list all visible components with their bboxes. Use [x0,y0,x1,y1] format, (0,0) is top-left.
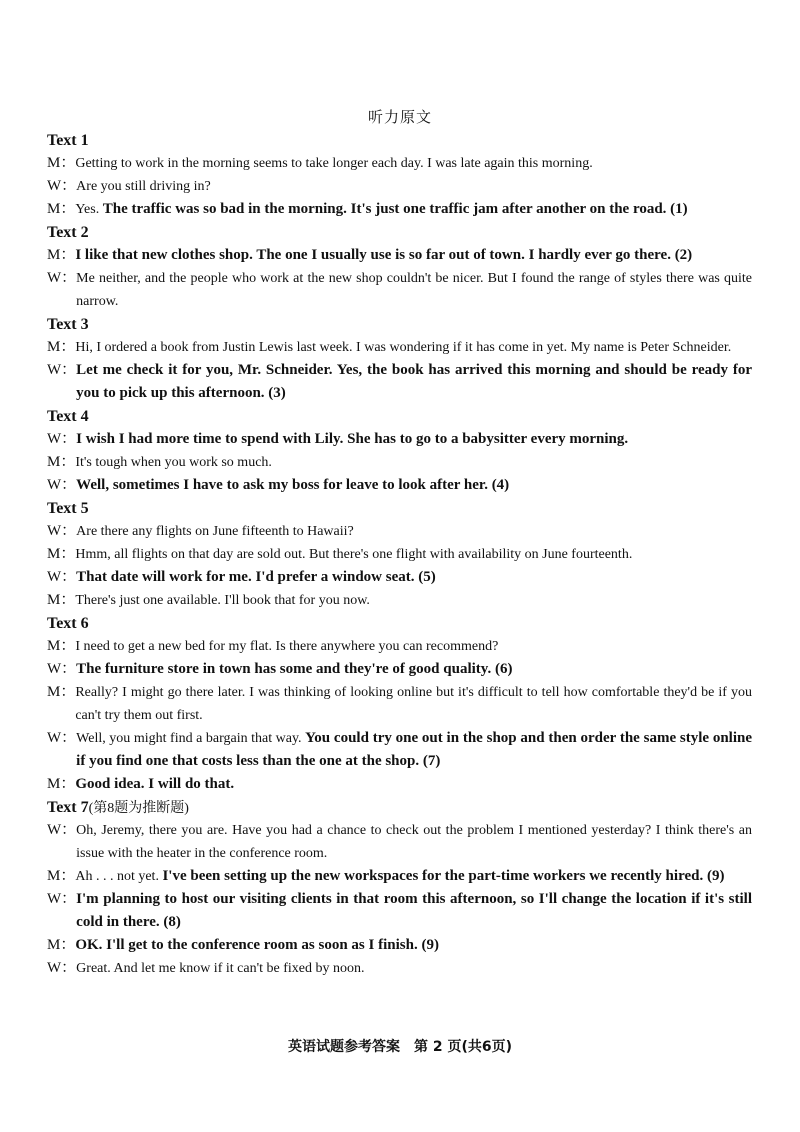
section-heading [47,221,752,244]
dialogue-text-answer: Good idea. I will do that. [75,776,235,792]
dialogue-text-answer: OK. I'll get to the conference room as soon as I finish. (9) [75,937,439,953]
dialogue-text [76,428,752,451]
dialogue-text-normal: Hmm, all flights on that day are sold out. But there's one flight with availability on June fourteenth. [75,547,633,562]
dialogue-line [47,451,752,474]
dialogue-text [75,934,752,957]
dialogue-line [47,589,752,612]
speaker-label: M： [47,454,76,470]
dialogue-line [47,474,752,497]
section-heading-text: Text 6 [47,615,89,632]
dialogue-line [47,152,752,175]
dialogue-line [47,773,752,796]
dialogue-text-normal: Oh, Jeremy, there you are. Have you had a chance to check out the problem I mentioned yesterday? I think there's an issue with the heater in the conference room. [76,823,752,861]
speaker-label: M： [47,684,76,700]
dialogue-line [47,681,752,727]
dialogue-line [47,888,752,934]
section-heading [47,129,752,152]
dialogue-text [76,175,752,198]
section-heading-text: Text 4 [47,408,89,425]
speaker-label: M： [47,937,76,953]
dialogue-text [76,474,752,497]
page-title: 听力原文 [367,108,432,126]
dialogue-line [47,175,752,198]
section-note: (第8题为推断题) [88,801,189,816]
dialogue-text-answer: I'm planning to host our visiting clients in that room this afternoon, so I'll change the location if it's still cold in there. (8) [76,891,752,930]
dialogue-text-answer: You could try one out in the shop and then order the same style online if you find one that costs less than the one at the shop. (7) [76,730,753,769]
dialogue-text [76,888,752,934]
dialogue-text-answer: Let me check it for you, Mr. Schneider. Yes, the book has arrived this morning and should be ready for you to pick up this afternoon. (3) [76,362,752,401]
dialogue-line [47,957,752,980]
dialogue-text [76,267,752,313]
dialogue-line [47,359,752,405]
dialogue-text-answer: Well, sometimes I have to ask my boss for leave to look after her. (4) [76,477,510,493]
speaker-label: M： [47,546,76,562]
section-heading [47,497,752,520]
dialogue-line [47,934,752,957]
dialogue-line [47,428,752,451]
speaker-label: W： [47,569,77,585]
dialogue-text [75,635,752,658]
dialogue-line [47,819,752,865]
section-heading-text: Text 7 [47,799,89,816]
dialogue-text-normal: Hi, I ordered a book from Justin Lewis last week. I was wondering if it has come in yet. My name is Peter Schneider. [75,340,732,355]
section-heading-text: Text 3 [47,316,89,333]
dialogue-text [75,244,752,267]
dialogue-text [75,198,752,221]
dialogue-text [75,773,752,796]
dialogue-line [47,865,752,888]
speaker-label: M： [47,592,76,608]
dialogue-text [76,359,752,405]
dialogue-text-answer: The traffic was so bad in the morning. It's just one traffic jam after another on the road. (1) [102,201,688,217]
dialogue-text-normal: Are there any flights on June fifteenth to Hawaii? [76,524,354,539]
dialogue-line [47,520,752,543]
speaker-label: M： [47,201,76,217]
section-heading [47,405,752,428]
dialogue-text [75,865,752,888]
speaker-label: W： [47,822,77,838]
dialogue-line [47,543,752,566]
dialogue-text-normal: It's tough when you work so much. [75,455,272,470]
speaker-label: M： [47,247,76,263]
speaker-label: M： [47,868,76,884]
section-heading-text: Text 1 [47,132,89,149]
speaker-label: W： [47,960,77,976]
dialogue-text [76,727,752,773]
speaker-label: M： [47,339,76,355]
dialogue-text-answer: The furniture store in town has some and they're of good quality. (6) [76,661,513,677]
speaker-label: M： [47,776,76,792]
dialogue-line [47,267,752,313]
dialogue-line [47,566,752,589]
dialogue-text [75,543,752,566]
dialogue-text-normal: I need to get a new bed for my flat. Is there anywhere you can recommend? [75,639,499,654]
dialogue-line [47,244,752,267]
dialogue-line [47,635,752,658]
speaker-label: W： [47,270,77,286]
dialogue-line [47,336,752,359]
speaker-label: W： [47,477,77,493]
speaker-label: M： [47,638,76,654]
speaker-label: W： [47,661,77,677]
dialogue-text [75,336,752,359]
dialogue-line [47,198,752,221]
dialogue-text-normal: Are you still driving in? [76,179,211,194]
dialogue-text [76,658,752,681]
speaker-label: W： [47,362,77,378]
dialogue-text-normal: Really? I might go there later. I was thinking of looking online but it's difficult to tell how comfortable they'd be if you can't try them out first. [75,685,752,723]
dialogue-text-answer: I've been setting up the new workspaces for the part-time workers we recently hired. (9) [162,868,725,884]
dialogue-text [75,681,752,727]
speaker-label: W： [47,730,77,746]
section-heading [47,612,752,635]
dialogue-text [76,819,752,865]
dialogue-text [76,520,752,543]
dialogue-text-normal: Well, you might find a bargain that way. [76,731,306,746]
section-heading [47,313,752,336]
speaker-label: W： [47,523,77,539]
dialogue-text-normal: Ah . . . not yet. [75,869,163,884]
dialogue-text-answer: I wish I had more time to spend with Lily. She has to go to a babysitter every morning. [76,431,629,447]
dialogue-text-answer: I like that new clothes shop. The one I usually use is so far out of town. I hardly ever go there. (2) [75,247,693,263]
section-heading-text: Text 2 [47,224,89,241]
speaker-label: M： [47,155,76,171]
speaker-label: W： [47,431,77,447]
dialogue-line [47,658,752,681]
dialogue-text-normal: Me neither, and the people who work at the new shop couldn't be nicer. But I found the range of styles there was quite narrow. [76,271,752,309]
dialogue-text [76,566,752,589]
speaker-label: W： [47,891,77,907]
speaker-label: W： [47,178,77,194]
dialogue-text-normal: There's just one available. I'll book that for you now. [75,593,370,608]
dialogue-text [75,152,752,175]
dialogue-text-normal: Great. And let me know if it can't be fixed by noon. [76,961,365,976]
dialogue-text [76,957,752,980]
dialogue-line [47,727,752,773]
dialogue-text [75,451,752,474]
dialogue-text-answer: That date will work for me. I'd prefer a window seat. (5) [76,569,436,585]
transcript-body [47,129,752,980]
section-heading-text: Text 5 [47,500,89,517]
section-heading [47,796,752,819]
dialogue-text [75,589,752,612]
dialogue-text-normal: Getting to work in the morning seems to take longer each day. I was late again this morning. [75,156,593,171]
page-footer: 英语试题参考答案 第 2 页(共6页) [287,1039,513,1055]
dialogue-text-normal: Yes. [75,202,103,217]
